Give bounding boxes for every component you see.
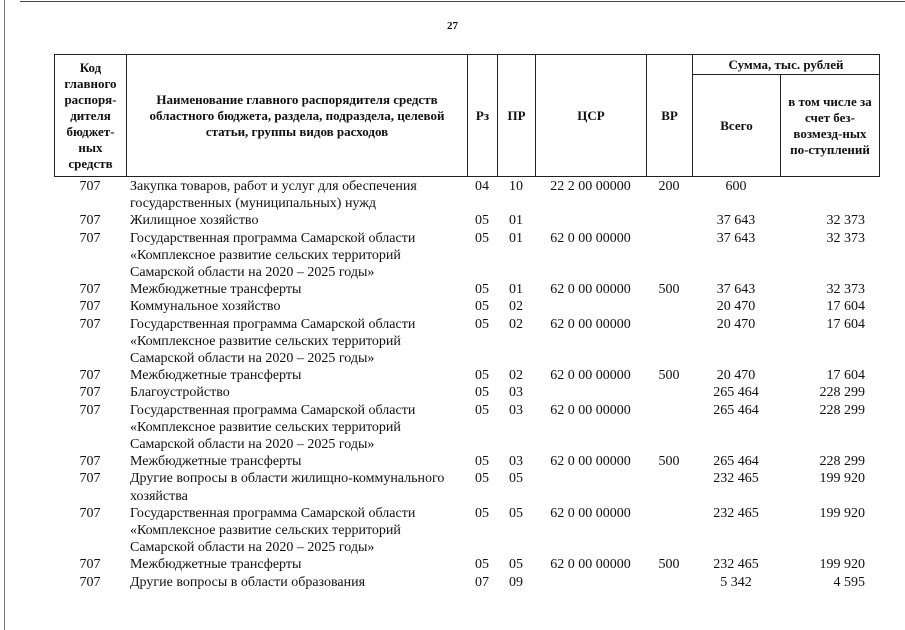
table-row (54, 453, 879, 470)
row-total: 265 464 (713, 402, 759, 418)
row-total: 20 470 (716, 368, 756, 384)
row-name: Коммунальное хозяйство (130, 299, 281, 315)
row-pr: 03 (509, 402, 523, 418)
row-name: Межбюджетные трансферты (130, 282, 302, 298)
row-total: 232 465 (713, 505, 759, 521)
row-kod: 707 (79, 471, 101, 487)
row-csr: 62 0 00 00000 (550, 282, 631, 298)
table-row (54, 505, 879, 557)
row-name: Государственная программа Самарской области «Комплексное развитие сельских территорий Самарской области на 2020 – 2025 годы» (130, 316, 416, 367)
row-vr (646, 574, 692, 591)
row-vr: 500 (658, 454, 680, 470)
row-kod: 707 (79, 316, 101, 332)
row-csr: 62 0 00 00000 (550, 368, 631, 384)
table-row (54, 367, 879, 384)
row-free: 228 299 (819, 385, 865, 401)
row-csr: 62 0 00 00000 (550, 505, 631, 521)
row-name: Жилищное хозяйство (130, 213, 259, 229)
row-total: 37 643 (716, 213, 756, 229)
row-pr: 02 (509, 299, 523, 315)
row-total: 600 (725, 179, 747, 194)
row-free: 17 604 (826, 316, 865, 332)
row-vr (646, 316, 692, 368)
row-rz: 04 (475, 179, 489, 194)
row-kod: 707 (79, 368, 101, 384)
header-rz: Рз (468, 55, 498, 177)
header-sum: Сумма, тыс. рублей (693, 55, 880, 75)
header-kod: Код главного распоря-дителя бюджет-ных средств (55, 55, 127, 177)
row-csr (535, 470, 646, 504)
row-kod: 707 (79, 179, 101, 194)
row-name: Благоустройство (130, 385, 230, 401)
row-kod: 707 (79, 505, 101, 521)
table-row (54, 298, 879, 315)
row-vr (646, 230, 692, 282)
header-csr: ЦСР (536, 55, 647, 177)
budget-table-header (54, 54, 880, 177)
page-edge-line (4, 0, 5, 630)
row-csr: 62 0 00 00000 (550, 316, 631, 332)
row-rz: 05 (475, 505, 489, 521)
row-csr: 22 2 00 00000 (550, 179, 631, 194)
row-vr (646, 298, 692, 315)
row-free: 228 299 (819, 402, 865, 418)
row-pr: 01 (509, 213, 523, 229)
row-csr: 62 0 00 00000 (550, 557, 631, 573)
row-vr (646, 402, 692, 454)
row-name: Межбюджетные трансферты (130, 454, 302, 470)
row-rz: 05 (475, 368, 489, 384)
budget-table-body (54, 178, 879, 591)
row-rz: 05 (475, 471, 489, 487)
row-rz: 05 (475, 557, 489, 573)
row-vr: 200 (658, 179, 680, 194)
row-total: 37 643 (716, 282, 756, 298)
page-number: 27 (447, 20, 458, 32)
row-total: 5 342 (720, 574, 752, 590)
header-total: Всего (693, 75, 781, 177)
row-name: Государственная программа Самарской области «Комплексное развитие сельских территорий Самарской области на 2020 – 2025 годы» (130, 230, 416, 281)
row-pr: 09 (509, 574, 523, 590)
row-pr: 05 (509, 557, 523, 573)
row-vr: 500 (658, 557, 680, 573)
row-vr (646, 505, 692, 557)
row-free: 32 373 (826, 282, 865, 298)
row-pr: 05 (509, 471, 523, 487)
row-rz: 05 (475, 282, 489, 298)
row-name: Межбюджетные трансферты (130, 557, 302, 573)
row-free: 228 299 (819, 454, 865, 470)
header-vr: ВР (647, 55, 693, 177)
row-free: 17 604 (826, 368, 865, 384)
row-free: 32 373 (826, 213, 865, 229)
row-free: 199 920 (819, 471, 865, 487)
row-kod: 707 (79, 385, 101, 401)
row-pr: 05 (509, 505, 523, 521)
header-pr: ПР (498, 55, 536, 177)
row-kod: 707 (79, 230, 101, 246)
row-vr: 500 (658, 368, 680, 384)
row-total: 232 465 (713, 557, 759, 573)
row-csr: 62 0 00 00000 (550, 230, 631, 246)
row-kod: 707 (79, 402, 101, 418)
row-vr (646, 470, 692, 504)
row-rz: 07 (475, 574, 489, 590)
row-name: Другие вопросы в области жилищно-коммунального хозяйства (130, 471, 445, 504)
row-csr: 62 0 00 00000 (550, 402, 631, 418)
table-row (54, 402, 879, 454)
row-vr (646, 212, 692, 229)
row-free: 199 920 (819, 505, 865, 521)
row-pr: 01 (509, 230, 523, 246)
header-free: в том числе за счет без-возмезд-ных по-ступлений (781, 75, 880, 177)
table-row (54, 230, 879, 282)
row-total: 265 464 (713, 385, 759, 401)
table-row (54, 574, 879, 591)
row-total: 20 470 (716, 316, 756, 332)
row-kod: 707 (79, 282, 101, 298)
row-pr: 03 (509, 454, 523, 470)
table-row (54, 281, 879, 298)
header-name: Наименование главного распорядителя средств областного бюджета, раздела, подраздела, целевой статьи, группы видов расходов (127, 55, 468, 177)
row-rz: 05 (475, 316, 489, 332)
page-top-line (20, 1, 905, 2)
row-free: 32 373 (826, 230, 865, 246)
row-csr (535, 384, 646, 401)
table-row (54, 316, 879, 368)
row-name: Другие вопросы в области образования (130, 574, 366, 590)
row-csr (535, 298, 646, 315)
row-kod: 707 (79, 574, 101, 590)
row-free (780, 178, 879, 212)
row-rz: 05 (475, 299, 489, 315)
table-row (54, 556, 879, 573)
row-name: Государственная программа Самарской области «Комплексное развитие сельских территорий Самарской области на 2020 – 2025 годы» (130, 505, 416, 556)
row-name: Государственная программа Самарской области «Комплексное развитие сельских территорий Самарской области на 2020 – 2025 годы» (130, 402, 416, 453)
table-row (54, 384, 879, 401)
row-pr: 02 (509, 368, 523, 384)
row-pr: 03 (509, 385, 523, 401)
row-kod: 707 (79, 299, 101, 315)
row-pr: 10 (509, 179, 523, 194)
row-kod: 707 (79, 557, 101, 573)
table-row (54, 212, 879, 229)
row-rz: 05 (475, 385, 489, 401)
row-rz: 05 (475, 402, 489, 418)
row-free: 4 595 (833, 574, 865, 590)
row-name: Закупка товаров, работ и услуг для обеспечения государственных (муниципальных) нужд (130, 179, 417, 212)
row-csr (535, 212, 646, 229)
row-pr: 01 (509, 282, 523, 298)
row-total: 265 464 (713, 454, 759, 470)
row-free: 17 604 (826, 299, 865, 315)
row-csr: 62 0 00 00000 (550, 454, 631, 470)
row-total: 232 465 (713, 471, 759, 487)
table-row (54, 178, 879, 212)
row-pr: 02 (509, 316, 523, 332)
row-total: 20 470 (716, 299, 756, 315)
row-kod: 707 (79, 454, 101, 470)
row-free: 199 920 (819, 557, 865, 573)
row-csr (535, 574, 646, 591)
row-rz: 05 (475, 213, 489, 229)
row-name: Межбюджетные трансферты (130, 368, 302, 384)
row-total: 37 643 (716, 230, 756, 246)
row-vr (646, 384, 692, 401)
row-vr: 500 (658, 282, 680, 298)
row-rz: 05 (475, 230, 489, 246)
table-row (54, 470, 879, 504)
row-kod: 707 (79, 213, 101, 229)
row-rz: 05 (475, 454, 489, 470)
